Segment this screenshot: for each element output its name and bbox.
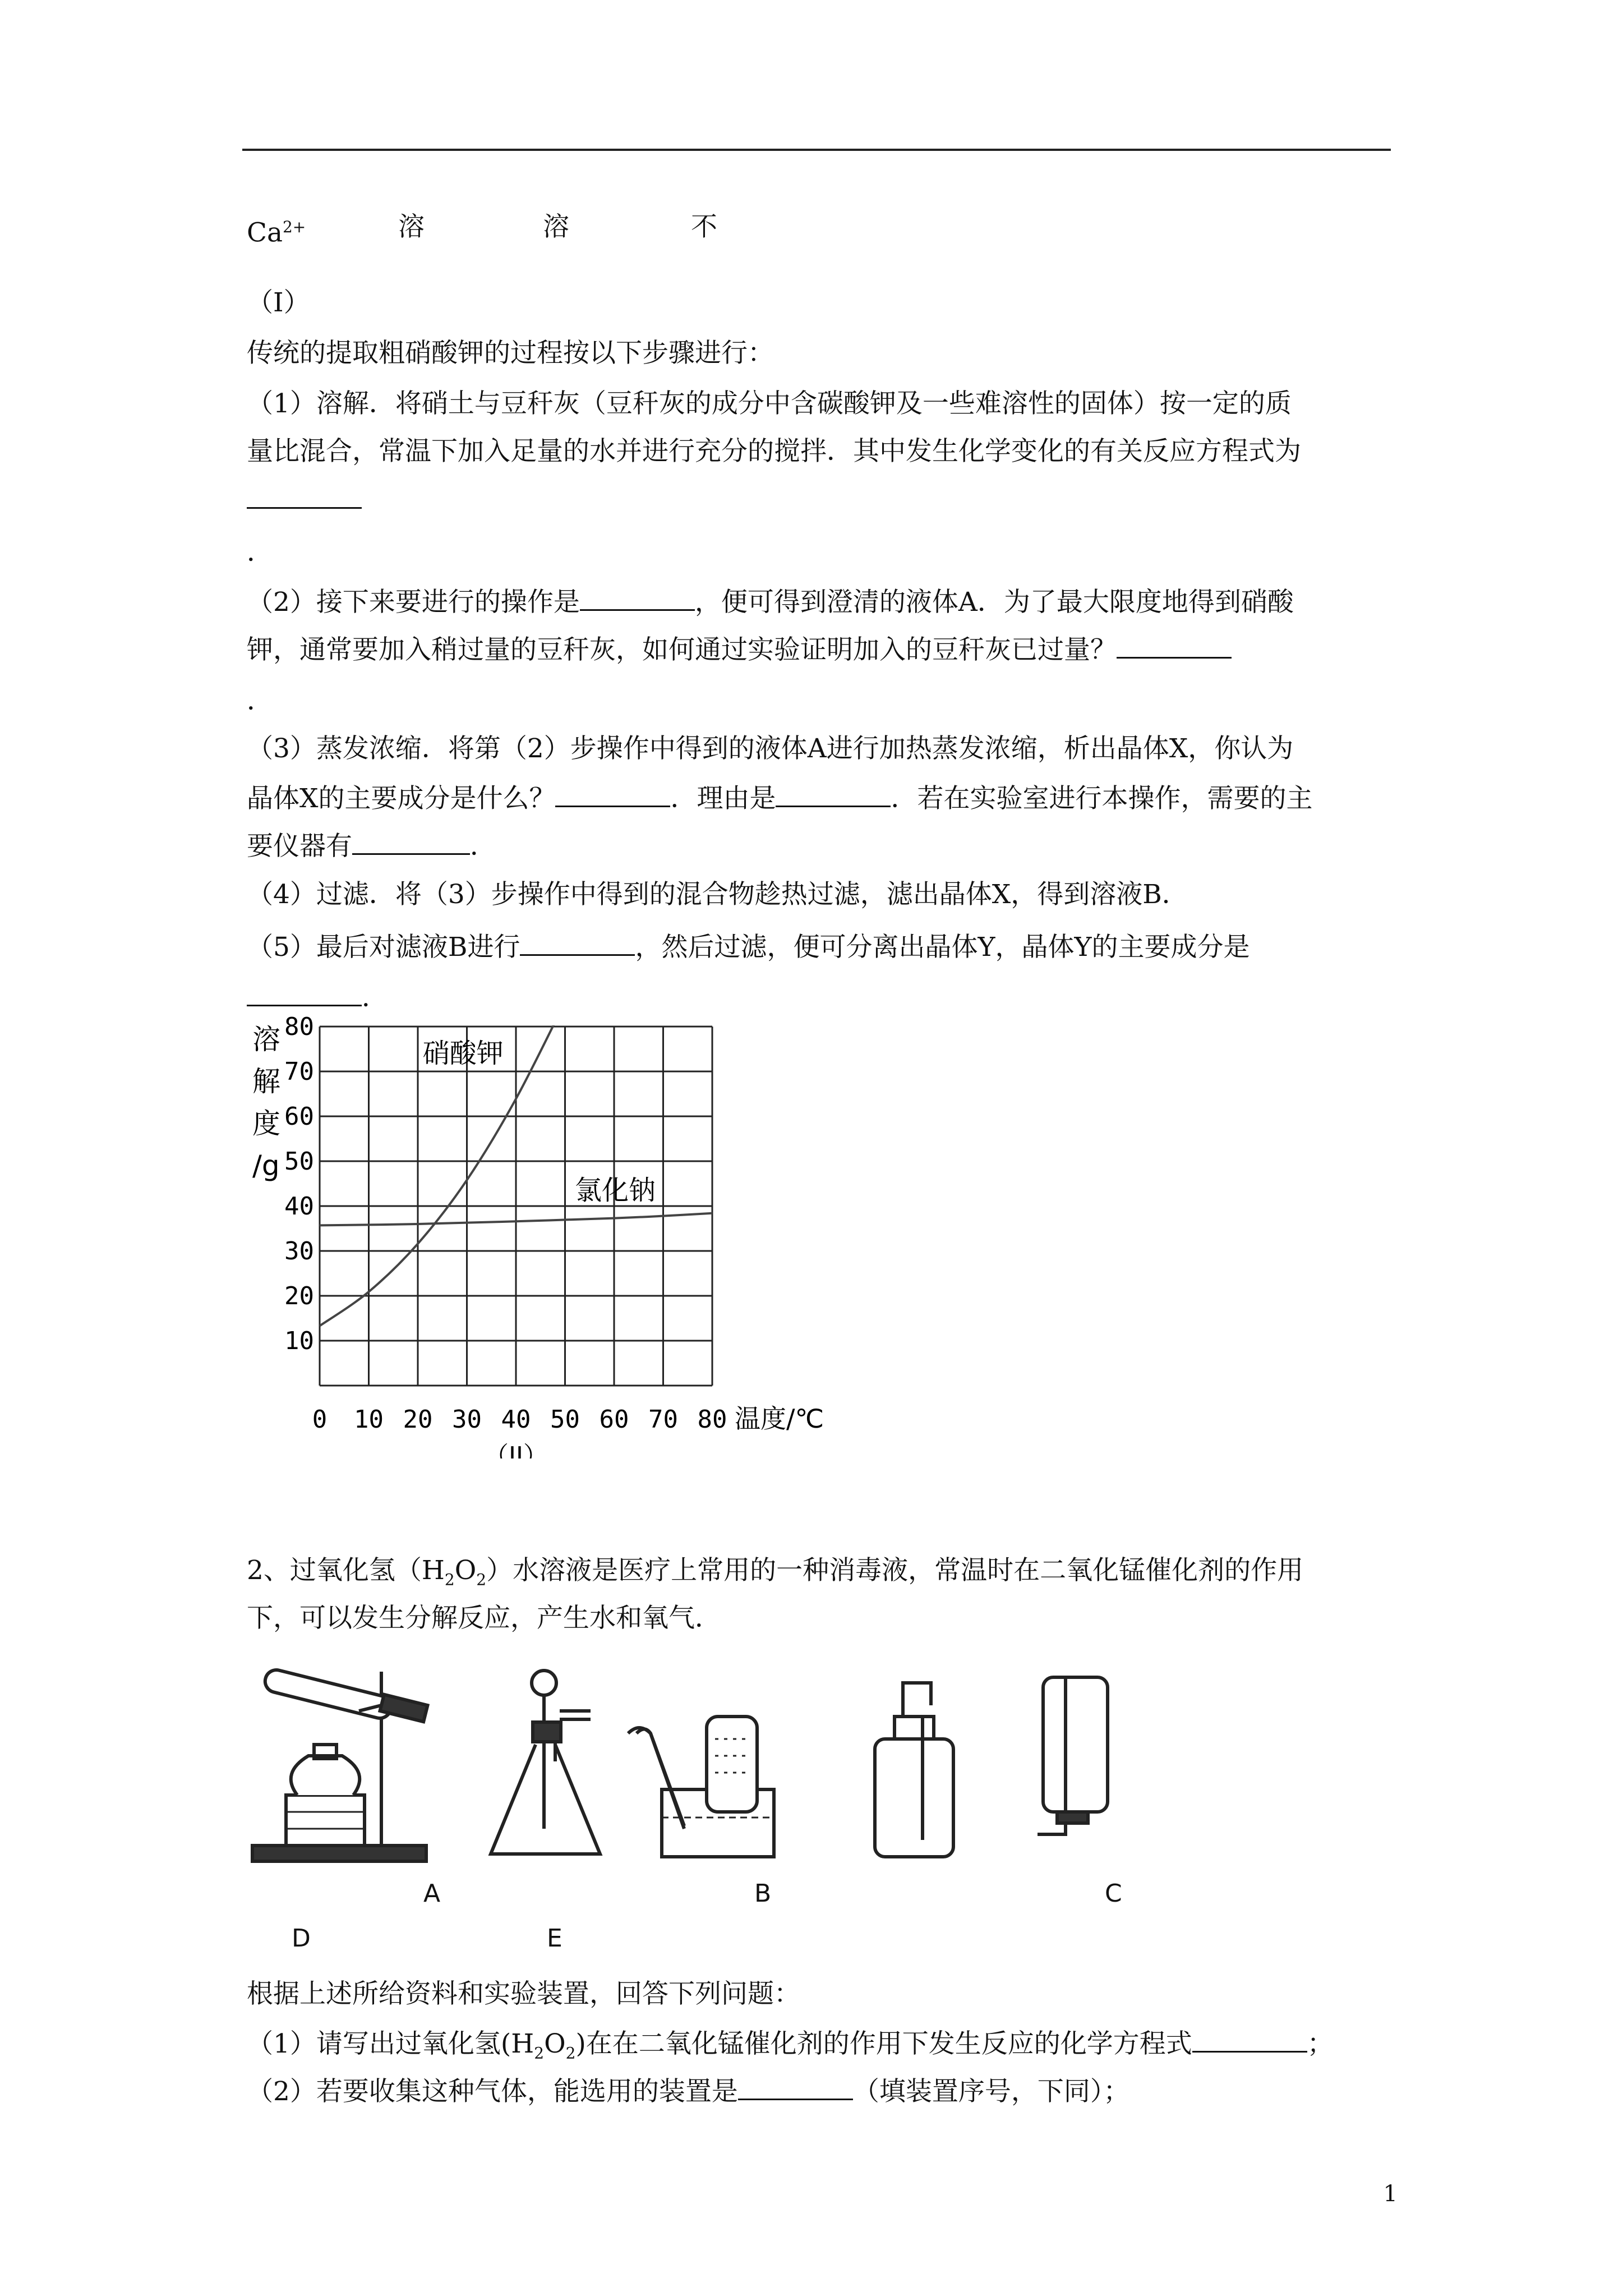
apparatus-e: [1038, 1677, 1108, 1834]
s2-sub-1: 2: [444, 1570, 455, 1589]
s2q1-text-c: )在在二氧化锰催化剂的作用下发生反应的化学方程式: [575, 2028, 1192, 2059]
s2q1-sub-2: 2: [565, 2044, 576, 2063]
s2q2-text-a: （2）若要收集这种气体，能选用的装置是: [247, 2076, 738, 2107]
y-axis-label: 度: [252, 1107, 280, 1140]
s2q1-line: [247, 2025, 1334, 2070]
ion-label: Ca: [247, 217, 283, 249]
label-b: B: [754, 1879, 772, 1908]
y-tick-label: 10: [284, 1327, 314, 1355]
q1-line1: （1）溶解．将硝土与豆秆灰（豆秆灰的成分中含碳酸钾及一些难溶性的固体）按一定的质: [247, 388, 1292, 419]
q2-line1: [247, 583, 1294, 619]
y-tick-label: 80: [284, 1013, 314, 1041]
s2q1-text-d: ；: [1307, 2028, 1334, 2059]
q3-text-a: 晶体X的主要成分是什么？: [247, 783, 556, 814]
s2q2-blank[interactable]: [738, 2073, 853, 2100]
s2q2-line: [247, 2073, 1129, 2109]
label-c: C: [1105, 1879, 1122, 1908]
apparatus-a: [252, 1668, 427, 1861]
s2-line2: 下，可以发生分解反应，产生水和氧气．: [247, 1603, 721, 1634]
q1-dot: ．: [247, 537, 273, 568]
chart-caption: （II）: [484, 1442, 548, 1458]
q5-line1: [247, 928, 1250, 964]
s2q1-sub-1: 2: [534, 2044, 545, 2063]
x-tick-label: 0: [312, 1405, 328, 1434]
ion-charge: 2+: [282, 218, 306, 236]
q3-blank-2[interactable]: [776, 780, 891, 807]
series-label-kno3: 硝酸钾: [422, 1038, 504, 1069]
page-number: 1: [1383, 2181, 1398, 2207]
after-text: 根据上述所给资料和实验装置，回答下列问题：: [247, 1978, 800, 2009]
q2-text-c: 钾，通常要加入稍过量的豆秆灰，如何通过实验证明加入的豆秆灰已过量？: [247, 634, 1117, 665]
q2-blank-2[interactable]: [1117, 631, 1232, 659]
x-tick-label: 30: [452, 1405, 482, 1434]
s2-text-a: 2、过氧化氢（H: [247, 1555, 445, 1586]
q2-text-a: （2）接下来要进行的操作是: [247, 587, 580, 618]
q1-blank[interactable]: [247, 481, 362, 517]
apparatus-b: [491, 1671, 600, 1854]
q2-text-b: ，便可得到澄清的液体A．为了最大限度地得到硝酸: [694, 587, 1294, 618]
solubility-chart: [247, 1010, 875, 1461]
s2-text-b: O: [454, 1555, 477, 1586]
apparatus-d: [875, 1683, 953, 1857]
q5-text-a: （5）最后对滤液B进行: [247, 932, 520, 963]
y-axis-label: 解: [252, 1065, 280, 1098]
q3-text-d: 要仪器有: [247, 831, 352, 862]
header-rule: [242, 149, 1391, 151]
q3-line2: [247, 780, 1312, 816]
y-tick-label: 20: [284, 1282, 314, 1310]
series-label-nacl: 氯化钠: [575, 1175, 656, 1206]
x-tick-label: 50: [550, 1405, 580, 1434]
y-axis-label: /g: [252, 1149, 280, 1182]
q5-text-b: ，然后过滤，便可分离出晶体Y，晶体Y的主要成分是: [635, 932, 1250, 963]
solubility-chart-svg: [247, 1010, 875, 1458]
apparatus-figure: [241, 1660, 1195, 1953]
y-tick-label: 40: [284, 1192, 314, 1221]
q3-line1: （3）蒸发浓缩．将第（2）步操作中得到的液体A进行加热蒸发浓缩，析出晶体X，你认为: [247, 733, 1294, 764]
q5-blank-2[interactable]: [247, 979, 362, 1006]
x-tick-label: 70: [648, 1405, 678, 1434]
q2-line2: [247, 631, 1232, 667]
table-cell-3: 不: [691, 211, 717, 242]
table-row: [247, 210, 306, 250]
q5-blank-1[interactable]: [520, 928, 635, 956]
s2q2-text-b: （填装置序号，下同）；: [852, 2076, 1130, 2107]
q5-text-c: ．: [362, 982, 388, 1013]
x-tick-label: 20: [403, 1405, 433, 1434]
apparatus-svg: [241, 1660, 1195, 1874]
s2-line1: [247, 1554, 1303, 1596]
s2-sub-2: 2: [476, 1570, 487, 1589]
s2-text-c: ）水溶液是医疗上常用的一种消毒液，常温时在二氧化锰催化剂的作用: [486, 1555, 1304, 1586]
y-tick-label: 70: [284, 1057, 314, 1086]
apparatus-c: [628, 1717, 774, 1857]
x-tick-label: 80: [697, 1405, 727, 1434]
x-axis-label: 温度/℃: [735, 1404, 824, 1434]
q3-blank-3[interactable]: [352, 827, 470, 855]
label-a: A: [423, 1879, 441, 1908]
figure-label-1: （I）: [247, 287, 310, 318]
y-tick-label: 30: [284, 1237, 314, 1266]
table-cell-1: 溶: [398, 211, 425, 242]
table-cell-2: 溶: [543, 211, 569, 242]
x-tick-label: 40: [501, 1405, 531, 1434]
s2q1-blank[interactable]: [1192, 2025, 1307, 2053]
y-axis-label: 溶: [252, 1023, 280, 1056]
s2q1-text-b: O: [544, 2028, 566, 2059]
q3-text-e: ．: [470, 831, 496, 862]
intro-text: 传统的提取粗硝酸钾的过程按以下步骤进行：: [247, 338, 774, 369]
x-tick-label: 60: [599, 1405, 629, 1434]
label-e: E: [547, 1924, 562, 1953]
q4-line: （4）过滤．将（3）步操作中得到的混合物趁热过滤，滤出晶体X，得到溶液B．: [247, 879, 1188, 910]
y-tick-label: 60: [284, 1102, 314, 1131]
q3-text-c: ．若在实验室进行本操作，需要的主: [891, 783, 1313, 814]
y-tick-label: 50: [284, 1147, 314, 1176]
x-tick-label: 10: [354, 1405, 384, 1434]
q2-dot: ．: [247, 685, 273, 716]
q3-blank-1[interactable]: [555, 780, 670, 807]
q2-blank-1[interactable]: [580, 583, 695, 611]
q3-line3: [247, 827, 496, 863]
label-d: D: [292, 1924, 311, 1953]
q3-text-b: ．理由是: [670, 783, 776, 814]
s2q1-text-a: （1）请写出过氧化氢(H: [247, 2028, 534, 2059]
q1-line2: 量比混合，常温下加入足量的水并进行充分的搅拌．其中发生化学变化的有关反应方程式为: [247, 436, 1301, 467]
